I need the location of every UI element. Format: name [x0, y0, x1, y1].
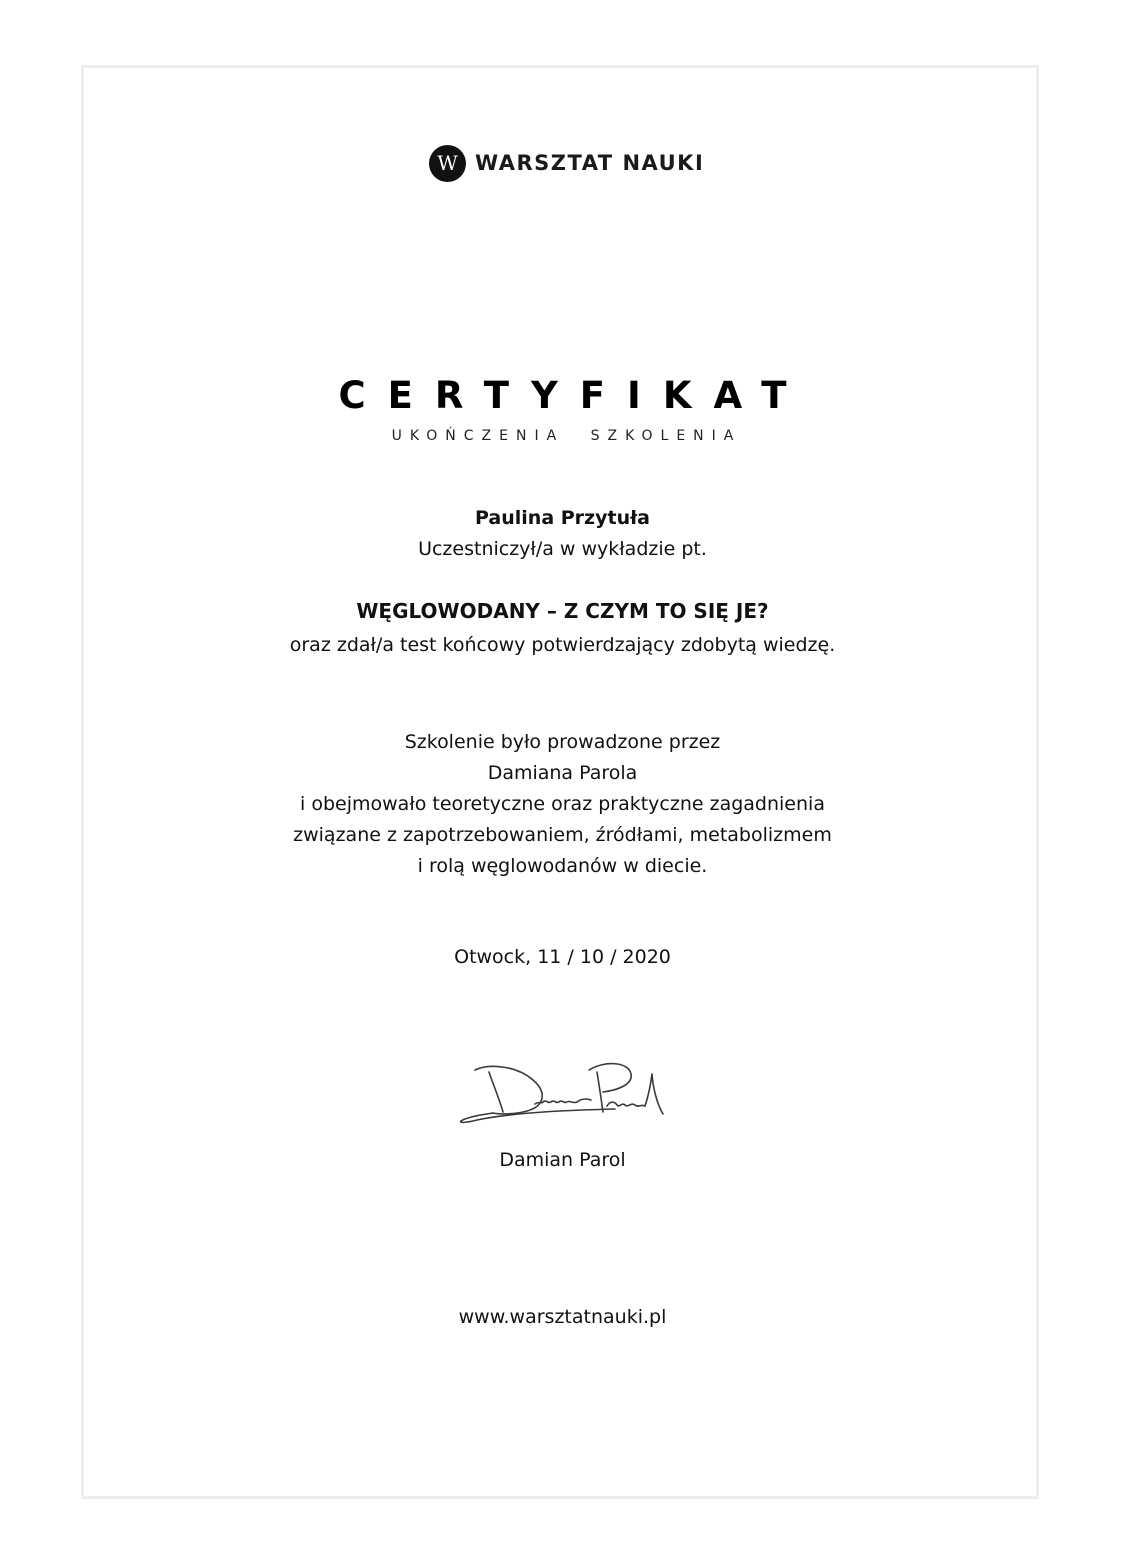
signer-name: Damian Parol [499, 1149, 626, 1171]
handwritten-signature [455, 1058, 675, 1133]
description-line: Szkolenie było prowadzone przez [404, 731, 721, 753]
logo-w-icon: W [429, 145, 466, 182]
signature-text: Damian Parol [455, 1132, 462, 1133]
description-line: związane z zapotrzebowaniem, źródłami, metabolizmem [293, 824, 832, 846]
participant-name: Paulina Przytuła [475, 507, 650, 529]
brand-logo [429, 144, 704, 182]
certificate-title: CERTYFIKAT [338, 374, 809, 417]
lecture-title: WĘGLOWODANY – Z CZYM TO SIĘ JE? [356, 599, 769, 623]
website-link[interactable]: www.warsztatnauki.pl [458, 1306, 667, 1328]
description-line: i obejmowało teoretyczne oraz praktyczne zagadnienia [300, 793, 825, 815]
training-description [0, 727, 1125, 882]
description-line: i rolą węglowodanów w diecie. [417, 855, 708, 877]
certificate-subtitle: UKOŃCZENIA SZKOLENIA [391, 428, 742, 444]
description-line: Damiana Parola [487, 762, 638, 784]
place-and-date: Otwock, 11 / 10 / 2020 [454, 946, 671, 968]
brand-name: WARSZTAT NAUKI [475, 151, 705, 175]
passed-text: oraz zdał/a test końcowy potwierdzający zdobytą wiedzę. [289, 634, 836, 656]
participated-text: Uczestniczył/a w wykładzie pt. [418, 538, 707, 560]
